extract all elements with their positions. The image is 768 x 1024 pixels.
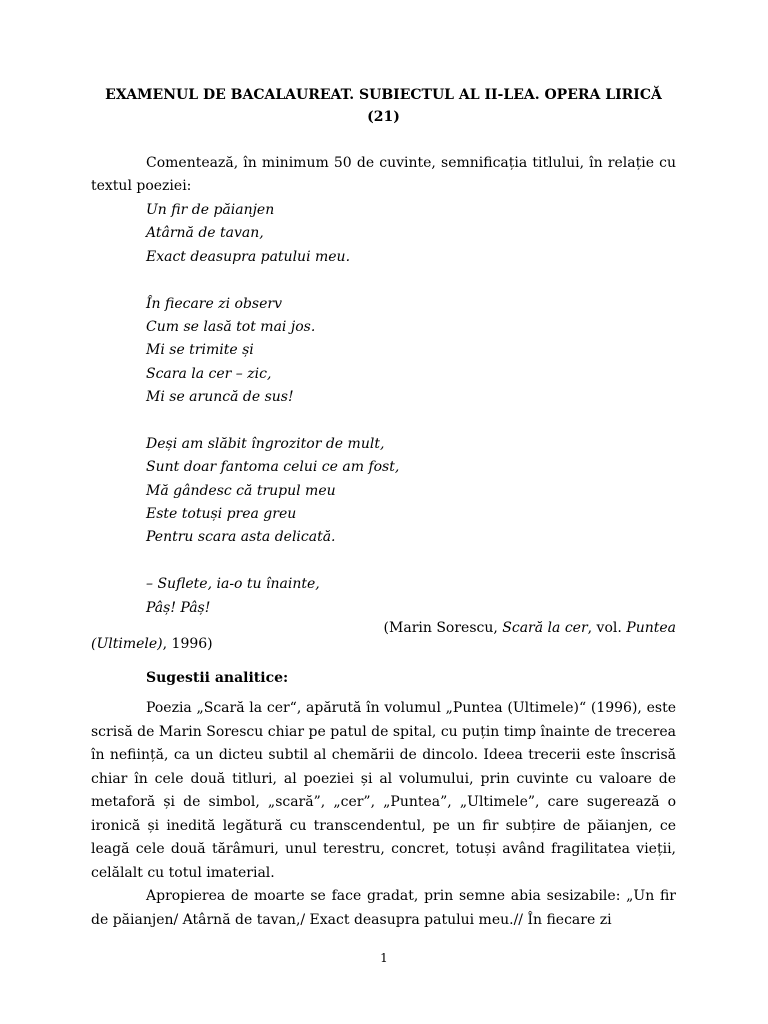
instruction-text <box>91 152 676 198</box>
analysis-text <box>91 697 676 932</box>
poem-line: Cum se lasă tot mai jos. <box>146 318 316 335</box>
poem-line: Mă gândesc că trupul meu <box>146 482 336 499</box>
citation-line-2 <box>91 636 213 652</box>
citation-volume-part2: (Ultimele) <box>91 636 163 652</box>
poem-line: Pâș! Pâș! <box>146 599 211 616</box>
document-title <box>91 84 676 128</box>
analysis-paragraph-1: Poezia „Scară la cer“, apărută în volumul „Puntea (Ultimele)“ (1996), este scrisă de Marin Sorescu chiar pe patul de spital, cu puțin timp înainte de trecerea în neființă, ca un dicteu subtil al chemării de dincolo. Ideea trecerii este înscrisă chiar în cele două titluri, al poeziei și al volumului, prin cuvinte cu valoare de metaforă și de simbol, „scară”, „cer”, „Puntea”, „Ultimele”, care sugerează o ironică și inedită legătură cu transcendentul, pe un fir subțire de păianjen, ce leagă cele două tărâmuri, unul terestru, concret, totuși având fragilitatea vieții, celălalt cu totul imaterial. <box>91 700 676 881</box>
poem-line: Pentru scara asta delicată. <box>146 529 336 546</box>
title-line-2: (21) <box>367 109 400 125</box>
poem-stanza-break <box>146 550 399 573</box>
poem-block <box>146 199 399 620</box>
poem-line: Exact deasupra patului meu. <box>146 248 351 265</box>
poem-line: Este totuși prea greu <box>146 506 297 523</box>
citation-vol: , vol. <box>587 620 627 636</box>
poem-line: Scara la cer – zic, <box>146 365 272 382</box>
citation-author: (Marin Sorescu, <box>383 620 503 636</box>
title-line-1: EXAMENUL DE BACALAUREAT. SUBIECTUL AL II-LEA. OPERA LIRICĂ <box>105 87 662 103</box>
citation-volume-part1: Puntea <box>626 620 676 636</box>
poem-line: Mi se aruncă de sus! <box>146 389 294 406</box>
poem-citation <box>91 620 676 652</box>
poem-line: Mi se trimite și <box>146 342 254 359</box>
section-heading: Sugestii analitice: <box>146 670 289 686</box>
poem-line: Un fir de păianjen <box>146 202 275 218</box>
poem-line: Atârnă de tavan, <box>146 225 264 242</box>
poem-stanza-break <box>146 269 399 292</box>
poem-line: – Suflete, ia-o tu înainte, <box>146 576 320 593</box>
poem-line: Deși am slăbit îngrozitor de mult, <box>146 435 385 452</box>
citation-year: , 1996) <box>162 636 213 652</box>
poem-line: În fiecare zi observ <box>146 295 283 312</box>
poem-line: Sunt doar fantoma celui ce am fost, <box>146 459 400 476</box>
citation-line-1 <box>91 620 676 636</box>
citation-poem-title: Scară la cer <box>502 620 588 636</box>
page-number: 1 <box>380 951 388 965</box>
poem-stanza-break <box>146 410 399 433</box>
analysis-paragraph-2: Apropierea de moarte se face gradat, prin semne abia sesizabile: „Un fir de păianjen/ Atârnă de tavan,/ Exact deasupra patului meu.// În fiecare zi <box>91 888 676 928</box>
instruction-content: Comentează, în minimum 50 de cuvinte, semnificația titlului, în relație cu textul poeziei: <box>91 155 676 194</box>
